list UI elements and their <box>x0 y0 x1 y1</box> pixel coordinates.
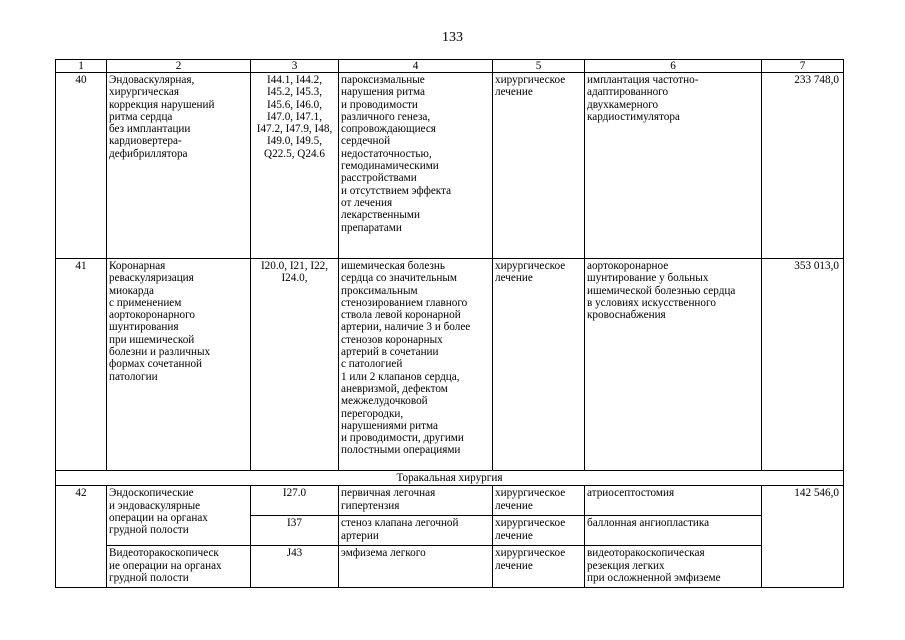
cell-line: ритма сердца <box>109 110 173 123</box>
treatment-method <box>585 73 762 259</box>
cell-line: лечение <box>495 529 533 542</box>
icd-codes <box>251 486 339 516</box>
cost-value: 142 546,0 <box>762 486 844 588</box>
table-row <box>56 73 844 259</box>
header-cell: 5 <box>493 60 585 73</box>
cell-line: хирургическое <box>495 260 566 272</box>
header-cell: 2 <box>107 60 251 73</box>
cell-line: межжелудочковой <box>341 395 428 408</box>
table-row <box>56 486 844 516</box>
cell-line: Видеоторакоскопическ <box>109 547 219 560</box>
cell-line: Эндоскопические <box>109 487 194 500</box>
cost-value: 233 748,0 <box>762 73 844 259</box>
cell-line: Q22.5, Q24.6 <box>264 147 325 160</box>
cell-line: Коронарная <box>109 260 166 272</box>
cell-line: I45.6, I46.0, <box>267 98 322 111</box>
cell-line: аневризмой, дефектом <box>341 382 448 395</box>
cell-line: при осложненной эмфиземе <box>587 571 721 584</box>
cell-line: хирургическое <box>495 547 566 560</box>
cell-line: кровоснабжения <box>587 309 666 322</box>
care-type-name <box>107 73 251 259</box>
cell-line: I49.0, I49.5, <box>267 135 322 148</box>
header-cell: 3 <box>251 60 339 73</box>
cell-line: ишемической болезнью сердца <box>587 284 736 297</box>
cell-line: сердца со значительным <box>341 272 457 285</box>
row-number: 40 <box>56 73 107 259</box>
cell-line: операции на органах <box>109 511 208 524</box>
cell-line: в условиях искусственного <box>587 296 716 309</box>
cell-line: и эндоваскулярные <box>109 499 201 512</box>
cell-line: стенозов коронарных <box>341 333 443 346</box>
cell-line: атриосептостомия <box>587 487 675 500</box>
cell-line: шунтирование у больных <box>587 272 709 285</box>
table-row <box>56 546 844 588</box>
treatment-type <box>493 546 585 588</box>
cell-line: различного генеза, <box>341 110 431 123</box>
care-type-name <box>107 486 251 546</box>
cell-line: стенозированием главного <box>341 296 468 309</box>
cell-line: артерии, наличие 3 и более <box>341 321 471 334</box>
cell-line: первичная легочная <box>341 487 436 500</box>
diagnosis <box>339 259 493 471</box>
cell-line: ишемическая болезнь <box>341 260 445 272</box>
cell-line: аортокоронарного <box>109 309 196 322</box>
row-number: 41 <box>56 259 107 471</box>
cell-line: резекция легких <box>587 559 665 572</box>
treatment-type <box>493 486 585 516</box>
cell-line: видеоторакоскопическая <box>587 547 705 560</box>
cell-line: I24.0, <box>281 272 308 285</box>
cell-line: без имплантации <box>109 123 191 136</box>
cell-line: I45.2, I45.3, <box>267 86 322 99</box>
cell-line: миокарда <box>109 284 154 297</box>
cell-line: ствола левой коронарной <box>341 309 461 322</box>
diagnosis <box>339 516 493 546</box>
cell-line: стеноз клапана легочной <box>341 517 459 530</box>
treatment-type <box>493 516 585 546</box>
cell-line: лечение <box>495 86 533 99</box>
page-number: 133 <box>442 30 463 45</box>
cell-line: шунтирования <box>109 321 179 334</box>
cell-line: с применением <box>109 296 182 309</box>
cell-line: 1 или 2 клапанов сердца, <box>341 370 460 383</box>
cell-line: Эндоваскулярная, <box>109 74 195 86</box>
cell-line: двухкамерного <box>587 98 659 111</box>
cell-line: эмфизема легкого <box>341 547 426 560</box>
cell-line: ие операции на органах <box>109 559 222 572</box>
table-row <box>56 259 844 471</box>
icd-codes <box>251 259 339 471</box>
cell-line: I47.0, I47.1, <box>267 110 322 123</box>
cell-line: патологии <box>109 370 158 383</box>
cell-line: и проводимости <box>341 98 418 111</box>
medical-care-table <box>55 59 844 588</box>
cell-line: проксимальным <box>341 284 418 297</box>
cell-line: грудной полости <box>109 524 189 537</box>
cell-line: формах сочетанной <box>109 358 203 371</box>
cell-line: и отсутствием эффекта <box>341 184 452 197</box>
diagnosis <box>339 486 493 516</box>
cell-line: I20.0, I21, I22, <box>260 260 329 272</box>
cell-line: болезни и различных <box>109 346 211 359</box>
treatment-method <box>585 486 762 516</box>
treatment-method <box>585 546 762 588</box>
cell-line: баллонная ангиопластика <box>587 517 710 530</box>
cell-line: кардиостимулятора <box>587 110 680 123</box>
cell-line: лекарственными <box>341 209 420 222</box>
cell-line: артерий в сочетании <box>341 346 439 359</box>
header-row <box>56 60 844 73</box>
section-row <box>56 471 844 486</box>
icd-codes <box>251 73 339 259</box>
diagnosis <box>339 546 493 588</box>
cell-line: грудной полости <box>109 571 189 584</box>
cell-line: артерии <box>341 529 379 542</box>
cell-line: I37 <box>287 517 302 530</box>
cell-line: I44.1, I44.2, <box>267 74 322 86</box>
cell-line: реваскуляризация <box>109 272 194 285</box>
cell-line: I47.2, I47.9, I48, <box>256 123 333 136</box>
cell-line: лечение <box>495 272 533 285</box>
cell-line: кардиовертера- <box>109 135 182 148</box>
cell-line: перегородки, <box>341 407 404 420</box>
cell-line: хирургическое <box>495 517 566 530</box>
cell-line: недостаточностью, <box>341 147 432 160</box>
cell-line: лечение <box>495 559 533 572</box>
treatment-type <box>493 73 585 259</box>
cell-line: лечение <box>495 499 533 512</box>
header-cell: 6 <box>585 60 762 73</box>
cell-line: сопровождающиеся <box>341 123 436 136</box>
cell-line: хирургическое <box>495 74 566 86</box>
icd-codes <box>251 516 339 546</box>
cell-line: хирургическое <box>495 487 566 500</box>
treatment-type <box>493 259 585 471</box>
cell-line: J43 <box>286 547 303 560</box>
cell-line: I27.0 <box>282 487 307 500</box>
cost-value: 353 013,0 <box>762 259 844 471</box>
row-number: 42 <box>56 486 107 588</box>
cell-line: коррекция нарушений <box>109 98 215 111</box>
cell-line: с патологией <box>341 358 403 371</box>
cell-line: полостными операциями <box>341 444 461 457</box>
cell-line: гипертензия <box>341 499 400 512</box>
cell-line: имплантация частотно- <box>587 74 699 86</box>
cell-line: нарушения ритма <box>341 86 425 99</box>
cell-line: сердечной <box>341 135 391 148</box>
diagnosis <box>339 73 493 259</box>
cell-line: расстройствами <box>341 172 417 185</box>
header-cell: 1 <box>56 60 107 73</box>
icd-codes <box>251 546 339 588</box>
cell-line: адаптированного <box>587 86 669 99</box>
header-cell: 7 <box>762 60 844 73</box>
section-title: Торакальная хирургия <box>56 471 844 486</box>
treatment-method <box>585 259 762 471</box>
cell-line: и проводимости, другими <box>341 432 464 445</box>
cell-line: пароксизмальные <box>341 74 425 86</box>
cell-line: препаратами <box>341 221 402 234</box>
header-cell: 4 <box>339 60 493 73</box>
care-type-name <box>107 546 251 588</box>
cell-line: от лечения <box>341 196 393 209</box>
cell-line: аортокоронарное <box>587 260 669 272</box>
cell-line: при ишемической <box>109 333 195 346</box>
care-type-name <box>107 259 251 471</box>
cell-line: гемодинамическими <box>341 160 439 173</box>
cell-line: дефибриллятора <box>109 147 188 160</box>
cell-line: нарушениями ритма <box>341 419 438 432</box>
treatment-method <box>585 516 762 546</box>
cell-line: хирургическая <box>109 86 180 99</box>
